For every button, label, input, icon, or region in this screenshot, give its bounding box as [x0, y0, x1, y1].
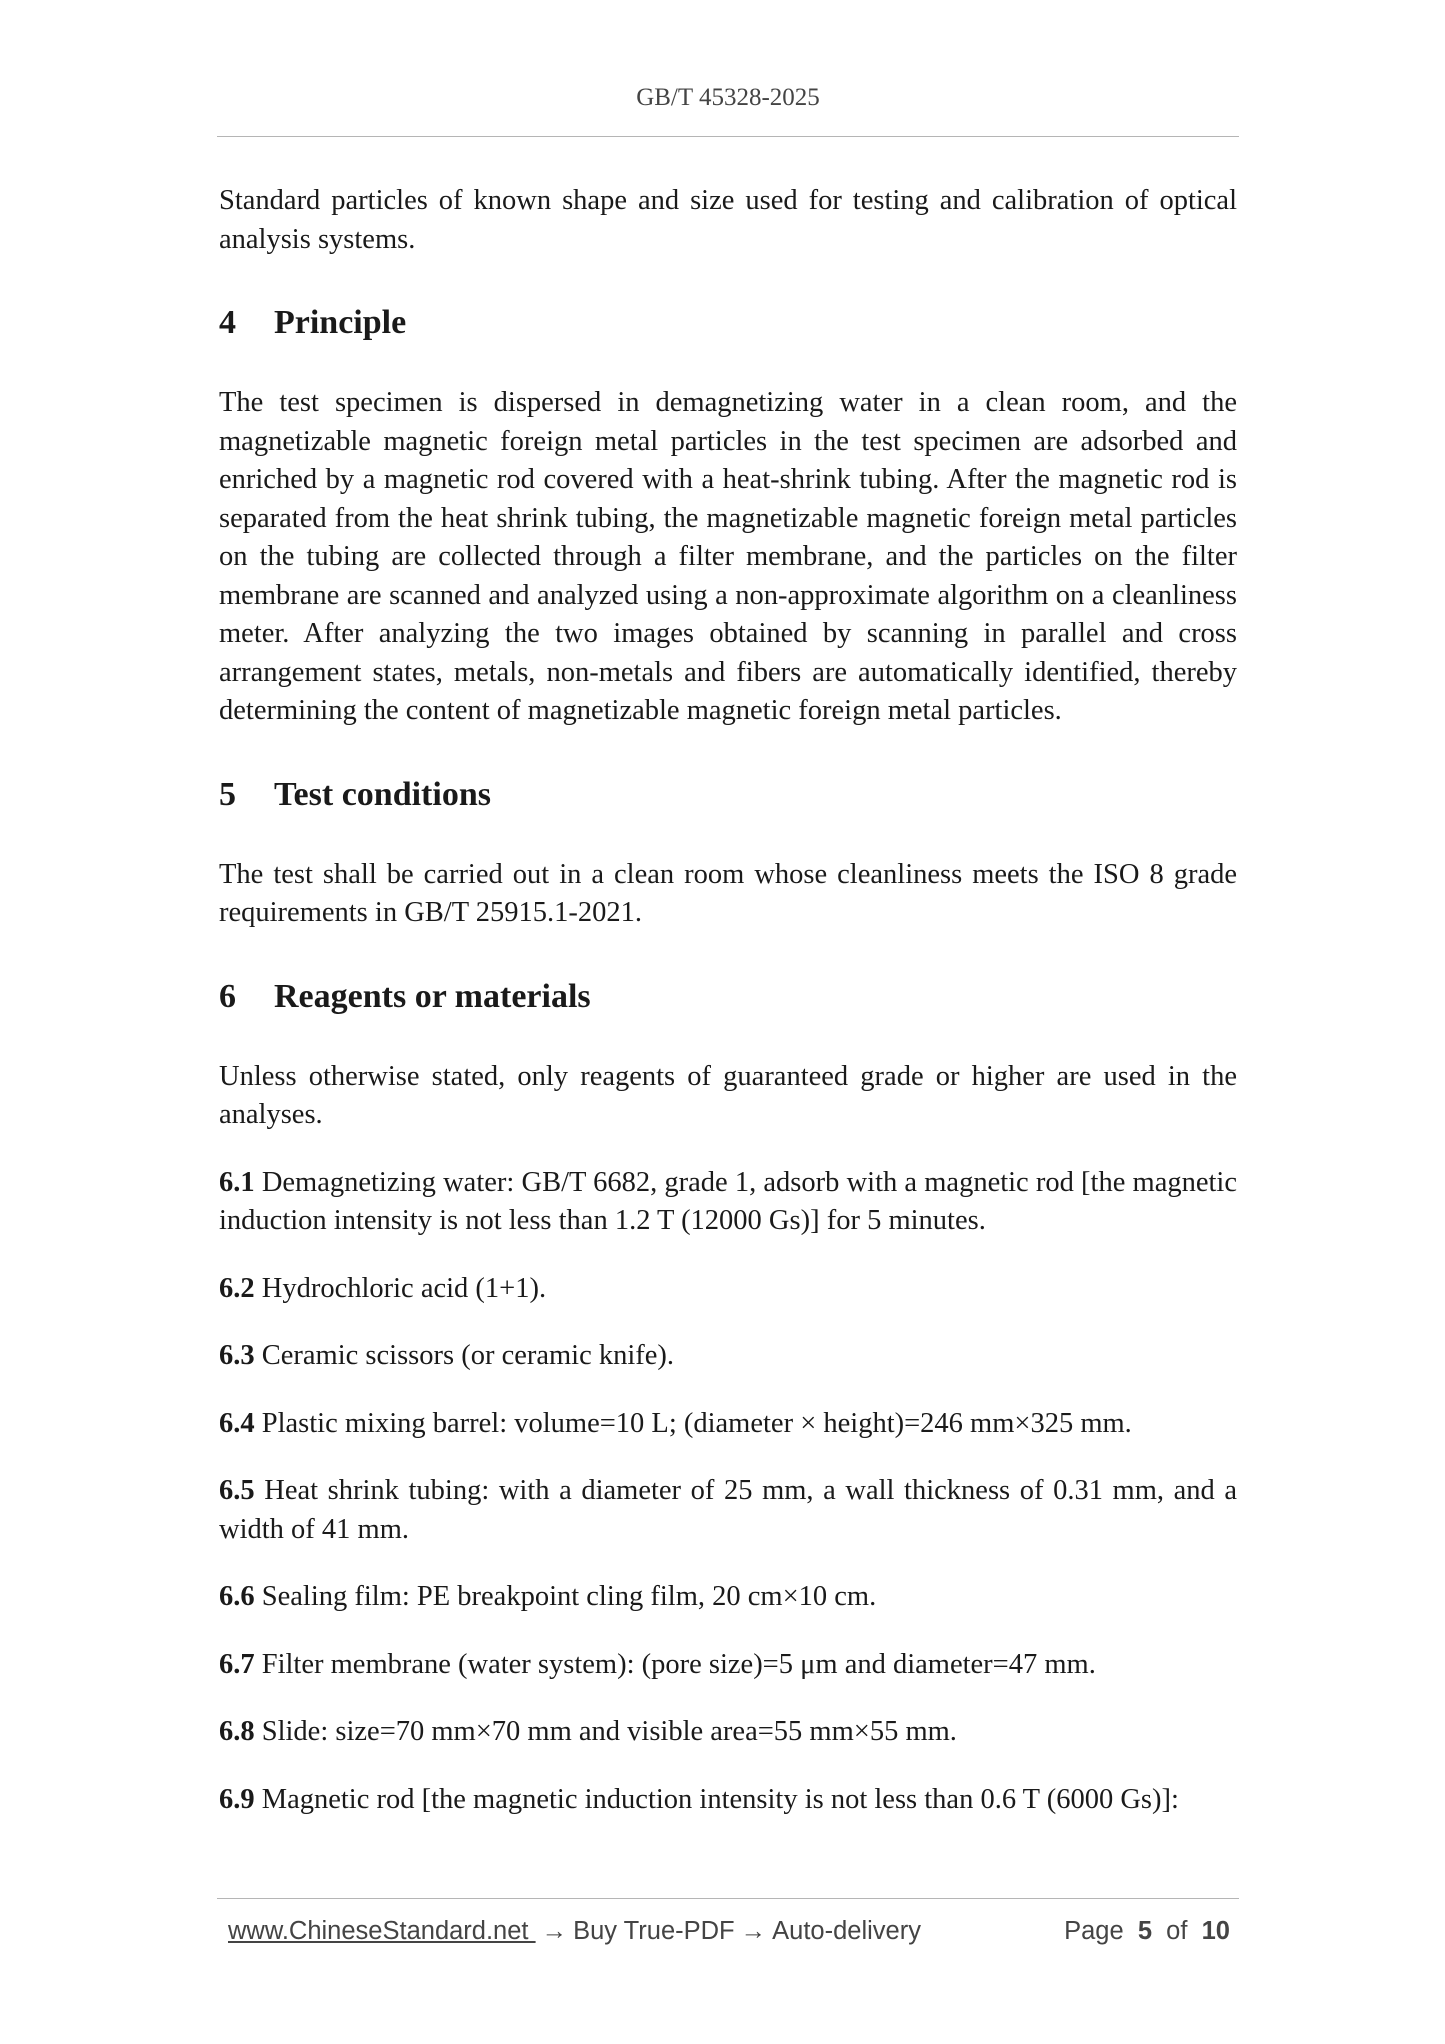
page-label: Page	[1064, 1917, 1124, 1945]
section-number: 5	[219, 775, 236, 813]
website-link[interactable]: www.ChineseStandard.net	[228, 1917, 536, 1945]
definition-paragraph: Standard particles of known shape and size used for testing and calibration of optical analysis systems.	[219, 185, 1237, 255]
item-text: Plastic mixing barrel: volume=10 L; (diameter × height)=246 mm×325 mm.	[261, 1407, 1132, 1439]
item-text: Magnetic rod [the magnetic induction intensity is not less than 0.6 T (6000 Gs)]:	[261, 1783, 1179, 1815]
item-text: Filter membrane (water system): (pore size)=5 μm and diameter=47 mm.	[261, 1648, 1096, 1680]
item-number: 6.3	[219, 1340, 255, 1371]
section-number: 4	[219, 304, 236, 341]
test-conditions-paragraph: The test shall be carried out in a clean room whose cleanliness meets the ISO 8 grade requirements in GB/T 25915.1-2021.	[219, 858, 1237, 928]
arrow-right-icon: →	[541, 1917, 568, 1945]
item-number: 6.8	[219, 1716, 255, 1747]
item-text: Hydrochloric acid (1+1).	[261, 1272, 547, 1304]
list-item	[219, 1164, 1237, 1241]
item-text: Ceramic scissors (or ceramic knife).	[261, 1340, 675, 1371]
item-number: 6.9	[219, 1783, 255, 1815]
item-number: 6.5	[219, 1475, 255, 1506]
list-item	[219, 1713, 1237, 1752]
list-item	[219, 1337, 1237, 1376]
principle-paragraph: The test specimen is dispersed in demagnetizing water in a clean room, and the magnetizable magnetic foreign metal particles in the test specimen are adsorbed and enriched by a magnetic rod covered with a heat-shrink tubing. After the magnetic rod is separated from the heat shrink tubing, the magnetizable magnetic foreign metal particles on the tubing are collected through a filter membrane, and the particles on the filter membrane are scanned and analyzed using a non-approximate algorithm on a cleanliness meter. After analyzing the two images obtained by scanning in parallel and cross arrangement states, metals, non-metals and fibers are automatically identified, thereby determining the content of magnetizable magnetic foreign metal particles.	[219, 387, 1237, 726]
section-title: Principle	[274, 304, 407, 341]
item-number: 6.1	[219, 1166, 255, 1198]
section-heading-reagents	[219, 977, 1237, 1017]
arrow-right-icon: →	[740, 1917, 767, 1945]
item-number: 6.6	[219, 1581, 255, 1612]
page-total: 10	[1201, 1917, 1230, 1945]
page-number	[1064, 1917, 1230, 1946]
section-number: 6	[219, 977, 236, 1015]
list-item	[219, 1472, 1237, 1549]
section-title: Test conditions	[274, 775, 491, 813]
item-text: Demagnetizing water: GB/T 6682, grade 1, adsorb with a magnetic rod [the magnetic induction intensity is not less than 1.2 T (12000 Gs)] for 5 minutes.	[219, 1166, 1238, 1236]
item-number: 6.7	[219, 1648, 255, 1680]
list-item	[219, 1578, 1237, 1617]
footer-promo	[228, 1917, 921, 1946]
list-item	[219, 1270, 1237, 1309]
item-text: Heat shrink tubing: with a diameter of 25 mm, a wall thickness of 0.31 mm, and a width of 41 mm.	[219, 1475, 1238, 1545]
footer-rule	[217, 1898, 1239, 1899]
reagents-paragraph: Unless otherwise stated, only reagents of guaranteed grade or higher are used in the analyses.	[219, 1060, 1237, 1130]
section-heading-test-conditions	[219, 775, 1237, 815]
buy-true-pdf-text: Buy True-PDF	[573, 1917, 735, 1945]
list-item	[219, 1646, 1237, 1685]
list-item	[219, 1405, 1237, 1444]
item-text: Slide: size=70 mm×70 mm and visible area=55 mm×55 mm.	[261, 1716, 957, 1747]
item-text: Sealing film: PE breakpoint cling film, 20 cm×10 cm.	[261, 1581, 877, 1612]
page-of-label: of	[1166, 1917, 1188, 1945]
section-title: Reagents or materials	[274, 977, 591, 1015]
header-rule	[217, 136, 1239, 137]
page-body	[219, 182, 1237, 1819]
section-heading-principle	[219, 303, 1237, 343]
item-number: 6.4	[219, 1407, 255, 1439]
item-number: 6.2	[219, 1272, 255, 1304]
auto-delivery-text: Auto-delivery	[772, 1917, 921, 1945]
list-item	[219, 1781, 1237, 1820]
page-footer	[228, 1917, 1230, 1951]
page-current: 5	[1137, 1917, 1152, 1945]
document-header: GB/T 45328-2025	[636, 84, 820, 111]
